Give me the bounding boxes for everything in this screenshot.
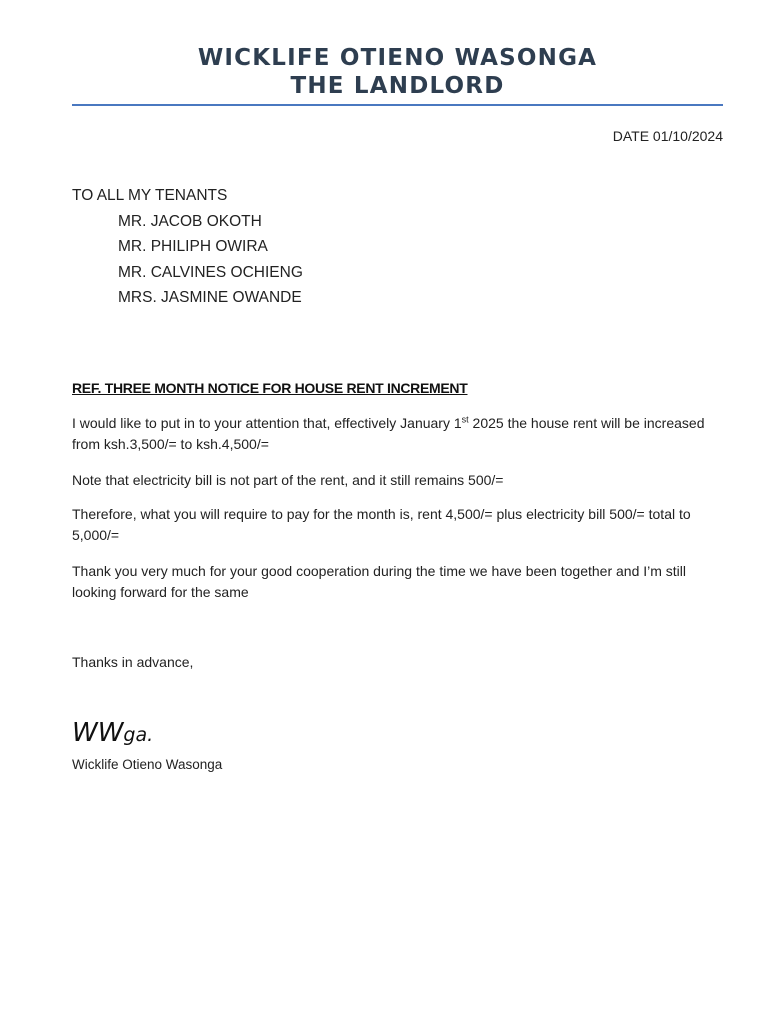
paragraph-total: Therefore, what you will require to pay for the month is, rent 4,500/= plus electricity bill 500/= total to 5,000/= — [72, 506, 691, 543]
signer-name: Wicklife Otieno Wasonga — [72, 757, 223, 772]
tenant-name: MR. PHILIPH OWIRA — [118, 238, 268, 255]
tenant-name: MRS. JASMINE OWANDE — [118, 289, 302, 306]
letter-page — [72, 0, 723, 772]
reference-line: REF. THREE MONTH NOTICE FOR HOUSE RENT INCREMENT — [72, 380, 468, 396]
recipients-block — [72, 183, 303, 311]
signature-initials: WW — [72, 718, 124, 748]
tenant-name: MR. JACOB OKOTH — [118, 212, 262, 230]
letter-header — [72, 0, 723, 100]
closing-line: Thanks in advance, — [72, 654, 194, 670]
signature-suffix: ga. — [123, 724, 154, 746]
paragraph-text: I would like to put in to your attention that, effectively January 1 — [72, 415, 462, 431]
paragraph-rent-increase — [72, 413, 723, 455]
header-divider — [72, 104, 723, 106]
paragraph-electricity: Note that electricity bill is not part of the rent, and it still remains 500/= — [72, 472, 504, 488]
ordinal-suffix: st — [461, 414, 469, 425]
letter-date: DATE 01/10/2024 — [612, 128, 723, 144]
tenant-name: MR. CALVINES OCHIENG — [118, 263, 303, 281]
paragraph-text: 2025 the house rent will be increased from ksh.3,500/= to ksh.4,500/= — [72, 415, 705, 452]
landlord-role: THE LANDLORD — [290, 73, 505, 99]
handwritten-signature — [72, 718, 153, 748]
landlord-name: WICKLIFE OTIENO WASONGA — [197, 45, 598, 71]
recipients-heading: TO ALL MY TENANTS — [72, 187, 228, 204]
paragraph-thanks: Thank you very much for your good cooperation during the time we have been together and I’m still looking forward for the same — [72, 563, 687, 600]
